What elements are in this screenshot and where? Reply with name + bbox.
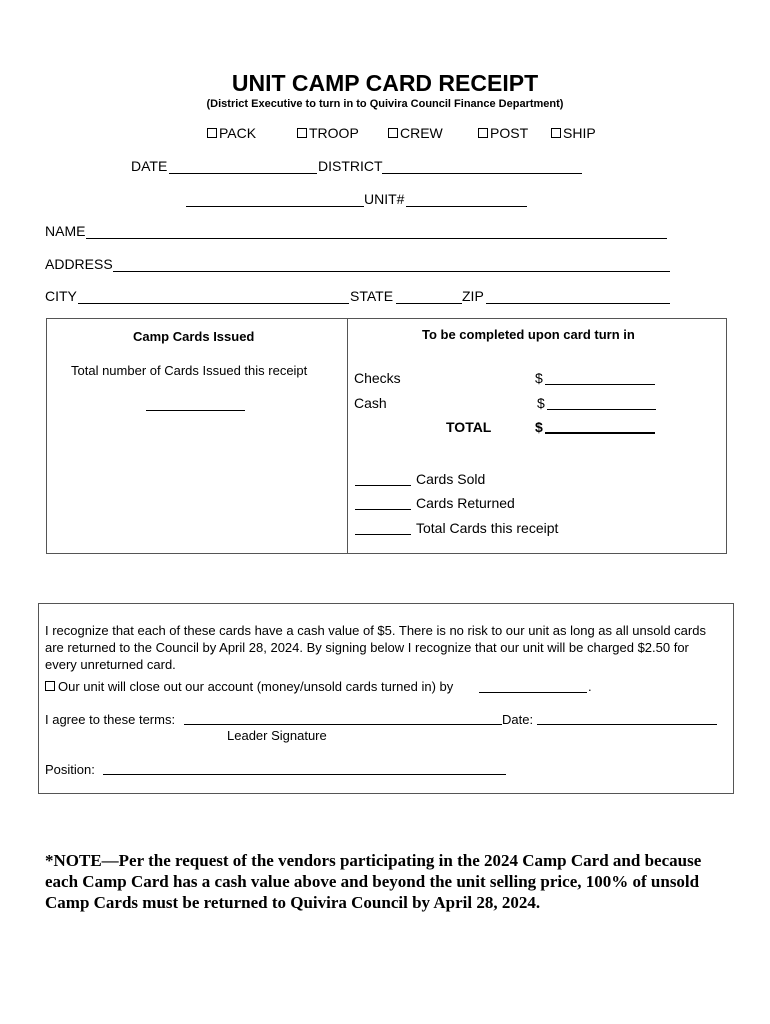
address-field[interactable]	[113, 271, 670, 272]
checkbox-post[interactable]: POST	[478, 125, 528, 141]
issued-total-field[interactable]	[146, 410, 245, 411]
card-box	[46, 318, 727, 554]
total-label: TOTAL	[446, 419, 492, 435]
unit-number-field[interactable]	[406, 206, 527, 207]
close-out-date-field[interactable]	[479, 692, 587, 693]
checkbox-icon	[478, 128, 488, 138]
position-label: Position:	[45, 762, 95, 777]
issued-heading: Camp Cards Issued	[133, 329, 255, 344]
terms-paragraph: I recognize that each of these cards have a cash value of $5. There is no risk to our unit as long as all unsold cards are returned to the Council by April 28, 2024. By signing below I recognize that our unit will be charged $2.50 for every unreturned card.	[45, 623, 706, 672]
page-title: UNIT CAMP CARD RECEIPT	[231, 70, 539, 96]
checkbox-icon	[297, 128, 307, 138]
name-field[interactable]	[86, 238, 667, 239]
leader-signature-caption: Leader Signature	[227, 728, 327, 743]
close-out-checkbox[interactable]: Our unit will close out our account (money/unsold cards turned in) by	[45, 678, 453, 695]
checkbox-troop[interactable]: TROOP	[297, 125, 359, 141]
turnin-heading: To be completed upon card turn in	[422, 327, 635, 342]
total-dollar: $	[535, 419, 543, 435]
cards-sold-field[interactable]	[355, 485, 411, 486]
district-label: DISTRICT	[318, 158, 383, 174]
sign-date-field[interactable]	[537, 724, 717, 725]
checkbox-icon	[388, 128, 398, 138]
date-field[interactable]	[169, 173, 317, 174]
name-label: NAME	[45, 223, 86, 239]
address-label: ADDRESS	[45, 256, 113, 272]
checkbox-icon	[207, 128, 217, 138]
total-cards-label: Total Cards this receipt	[416, 520, 559, 536]
city-field[interactable]	[78, 303, 349, 304]
zip-label: ZIP	[462, 288, 484, 304]
unit-type-field[interactable]	[186, 206, 364, 207]
district-field[interactable]	[382, 173, 582, 174]
cards-sold-label: Cards Sold	[416, 471, 486, 487]
position-field[interactable]	[103, 774, 506, 775]
city-label: CITY	[45, 288, 77, 304]
note-text: *NOTE—Per the request of the vendors participating in the 2024 Camp Card and because each Camp Card has a cash value above and beyond the unit selling price, 100% of unsold Camp Cards must be returned to Quivira Council by April 28, 2024.	[45, 851, 702, 912]
date-sign-label: Date:	[502, 712, 534, 727]
zip-field[interactable]	[486, 303, 670, 304]
checkbox-ship[interactable]: SHIP	[551, 125, 596, 141]
agree-label: I agree to these terms:	[45, 712, 176, 727]
page-subtitle: (District Executive to turn in to Quivira Council Finance Department)	[206, 98, 564, 110]
checks-label: Checks	[354, 370, 401, 386]
cards-returned-field[interactable]	[355, 509, 411, 510]
cash-dollar: $	[537, 395, 545, 411]
signature-field[interactable]	[184, 724, 502, 725]
checks-dollar: $	[535, 370, 543, 386]
unit-label: UNIT#	[364, 191, 405, 207]
issued-total-label: Total number of Cards Issued this receipt	[71, 363, 308, 378]
cards-returned-label: Cards Returned	[416, 495, 515, 511]
cash-field[interactable]	[547, 409, 656, 410]
state-field[interactable]	[396, 303, 462, 304]
checkbox-crew[interactable]: CREW	[388, 125, 443, 141]
close-out-period: .	[588, 679, 592, 694]
total-field[interactable]	[545, 432, 655, 434]
checkbox-icon	[551, 128, 561, 138]
state-label: STATE	[350, 288, 394, 304]
checks-field[interactable]	[545, 384, 655, 385]
cash-label: Cash	[354, 395, 387, 411]
checkbox-icon	[45, 681, 55, 691]
card-box-divider	[347, 318, 348, 553]
total-cards-field[interactable]	[355, 534, 411, 535]
checkbox-pack[interactable]: PACK	[207, 125, 256, 141]
date-label: DATE	[131, 158, 168, 174]
